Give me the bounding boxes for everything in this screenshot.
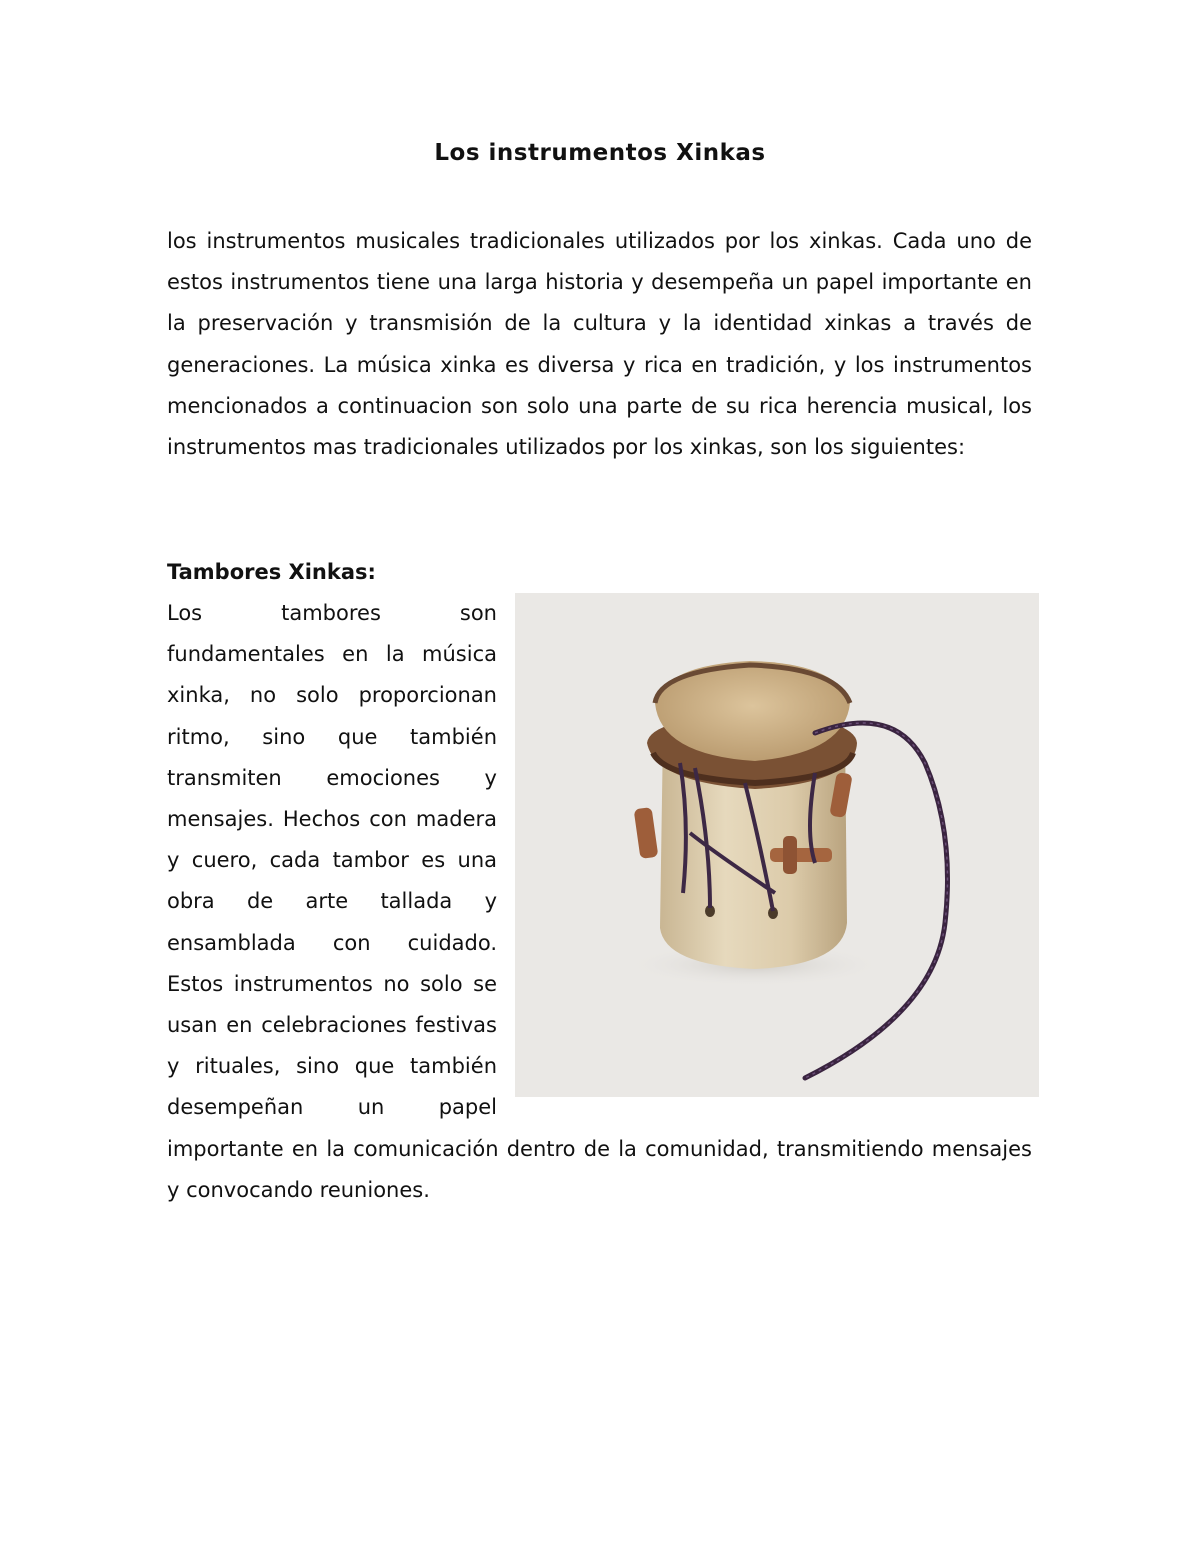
intro-paragraph: los instrumentos musicales tradicionales utilizados por los xinkas. Cada uno de estos instrumentos tiene una larga historia y desempeña un papel importante en la preservación y transmisión de la cultura y la identidad xinkas a través de generaciones. La música xinka es diversa y rica en tradición, y los instrumentos mencionados a continuacion son solo una parte de su rica herencia musical, los instrumentos mas tradicionales utilizados por los xinkas, son los siguientes: xyxy=(167,229,1032,460)
tambores-section xyxy=(167,593,1032,1211)
document-title: Los instrumentos Xinkas xyxy=(434,140,766,166)
tambores-paragraph: Los tambores son fundamentales en la música xinka, no solo proporcionan ritmo, sino que también transmiten emociones y mensajes. Hechos con madera y cuero, cada tambor es una obra de arte tallada y ensamblada con cuidado. Estos instrumentos no solo se usan en celebraciones festivas y rituales, sino que también desempeñan un papel importante en la comunicación dentro de la comunidad, transmitiendo mensajes y convocando reuniones. xyxy=(167,601,1032,1202)
drum-photo xyxy=(515,593,1039,1097)
section-heading-tambores: Tambores Xinkas: xyxy=(167,560,376,584)
